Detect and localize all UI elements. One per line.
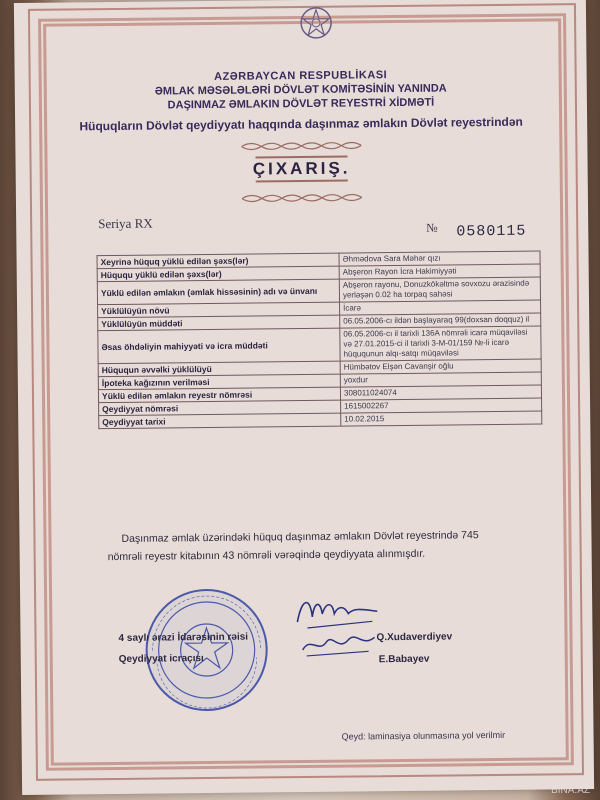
ornament-bottom (242, 191, 362, 204)
footer-note: Qeyd: laminasiya olunmasına yol verilmir (341, 729, 506, 742)
row-value: Əhmədova Sara Məhər qızı (339, 251, 540, 266)
row-label: İpoteka kağızının verilməsi (98, 374, 340, 390)
row-label: Qeydiyyat tarixi (99, 413, 341, 429)
certificate-paper (14, 0, 594, 795)
state-emblem-icon (299, 6, 333, 40)
row-value: Abşeron Rayon İcra Hakimiyyəti (339, 264, 540, 279)
row-label: Qeydiyyat nömrəsi (99, 400, 341, 416)
row-label: Hüququ yüklü edilən şəxs(lər) (97, 266, 339, 282)
table-row (98, 326, 541, 364)
row-value: Abşeron rayonu, Donuzkökəltmə sovxozu ərazisində yerləşən 0.02 ha torpaq sahəsi (339, 277, 540, 302)
signature-2-icon (298, 623, 378, 664)
series-label: Seriya RX (98, 215, 153, 232)
row-value: 10.02.2015 (341, 411, 542, 426)
header-subtitle: Hüquqların Dövlət qeydiyyatı haqqında daşınmaz əmlakın Dövlət reyestrindən (79, 114, 523, 134)
row-label: Xeyrinə hüquq yüklü edilən şəxs(lər) (97, 253, 339, 269)
statement-line-1: Daşınmaz əmlak üzərindəki hüquq daşınmaz əmlakın Dövlət reyestrində 745 (121, 529, 479, 545)
row-value: 06.05.2006-cı ildən başlayaraq 99(doxsan doqquz) il (340, 313, 541, 328)
certificate-number: 0580115 (456, 222, 527, 241)
ornament-top (241, 139, 361, 152)
row-value: İcarə (340, 300, 541, 315)
document-title: ÇIXARIŞ. (252, 158, 351, 179)
row-label: Yüklü edilən əmlakın reyestr nömrəsi (98, 387, 340, 403)
row-value: Hümbətov Elşən Cavanşir oğlu (340, 359, 541, 374)
signatory-name-2: E.Babayev (378, 653, 430, 666)
row-label: Yüklülüyün növü (98, 302, 340, 318)
row-value: yoxdur (340, 372, 541, 387)
row-value: 06.05.2006-cı il tarixli 136A nömrəli icarə müqaviləsi və 27.01.2015-ci il tarixli 3-M-01/159 №-li icarə hüququnun alqı-satqı müqaviləsi (340, 326, 541, 361)
number-sign: № (426, 220, 438, 235)
signatory-name-1: Q.Xudaverdiyev (376, 631, 453, 644)
office-head-label: 4 saylı ərazi İdarəsinin rəisi (118, 631, 249, 644)
registrar-label: Qeydiyyat icraçısı (118, 653, 204, 665)
row-label: Əsas öhdəliyin mahiyyəti və icra müddəti (98, 328, 340, 364)
row-value: 1615002267 (341, 398, 542, 413)
statement-line-2: nömrəli reyestr kitabının 43 nömrəli vərəqində qeydiyyata alınmışdır. (107, 547, 426, 564)
header-committee: ƏMLAK MƏSƏLƏLƏRİ DÖVLƏT KOMİTƏSİNİN YANINDA (154, 82, 447, 98)
row-label: Hüququn əvvəlki yüklülüyü (98, 361, 340, 377)
row-label: Yüklülüyün müddəti (98, 315, 340, 331)
registry-table (97, 251, 543, 430)
header-country: AZƏRBAYCAN RESPUBLİKASI (214, 69, 388, 83)
row-value: 308011024074 (340, 385, 541, 400)
official-seal-icon (142, 585, 271, 714)
header-service: DAŞINMAZ ƏMLAKIN DÖVLƏT REYESTRİ XİDMƏTİ (167, 96, 435, 112)
watermark: BINA.AZ (551, 785, 590, 796)
row-label: Yüklü edilən əmlakın (əmlak hissəsinin) adı və ünvanı (97, 279, 339, 305)
